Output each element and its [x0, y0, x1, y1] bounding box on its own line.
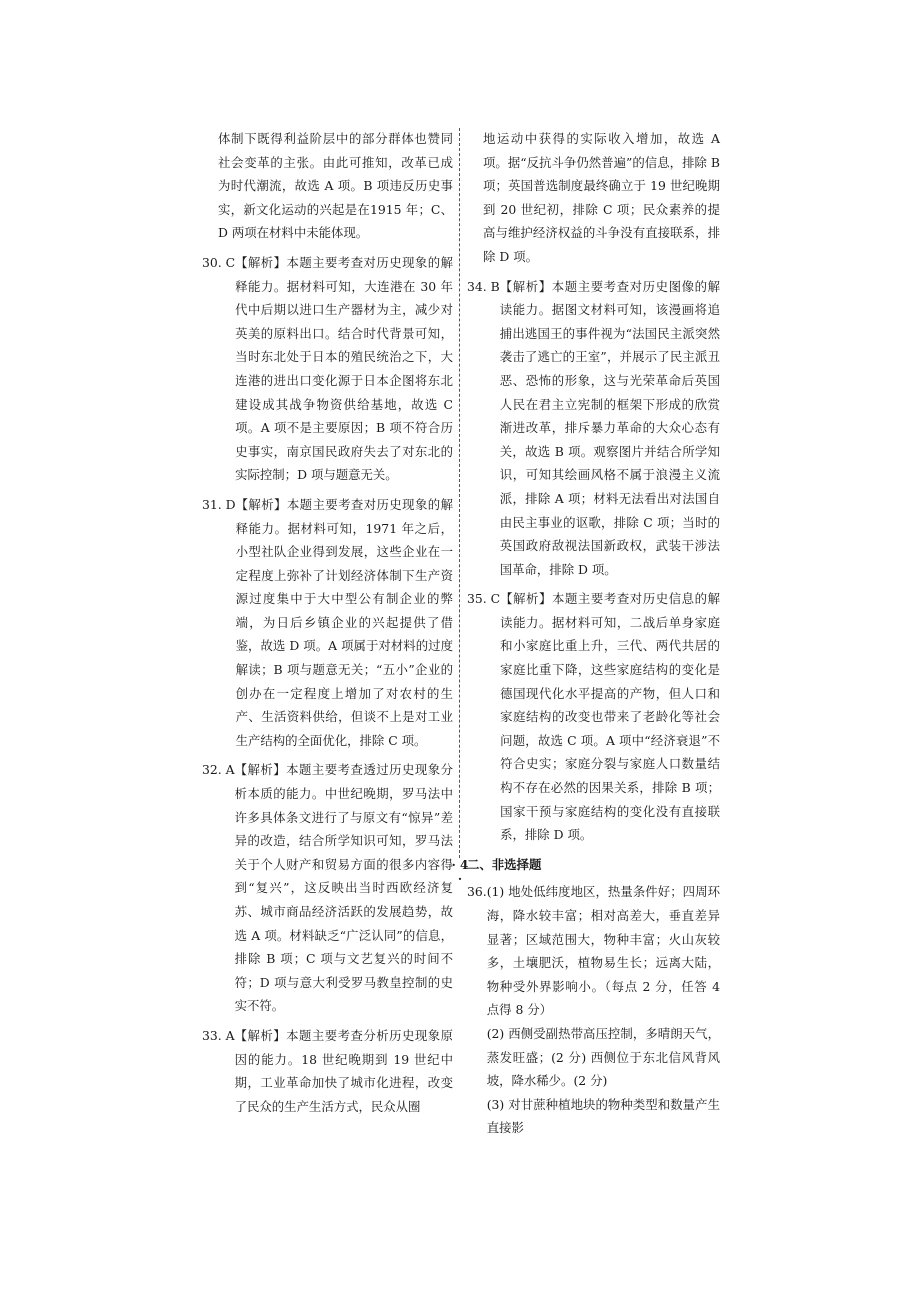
left-column	[202, 127, 453, 1124]
answer-continuation: 体制下既得利益阶层中的部分群体也赞同社会变革的主张。由此可推知，改革已成为时代潮流，故选 A 项。B 项违反历史事实，新文化运动的兴起是在1915 年；C、D 两项在材料中未能体现。	[218, 131, 453, 241]
answer-number: 32. A	[202, 762, 235, 778]
answer-text: 【解析】本题主要考查对历史现象的解释能力。据材料可知，1971 年之后，小型社队企业得到发展，这些企业在一定程度上弥补了计划经济体制下生产资源过度集中于大中型公有制企业的弊端，为日后乡镇企业的兴起提供了借鉴，故选 D 项。A 项属于对材料的过度解读；B 项与题意无关；“五小”企业的创办在一定程度上增加了对农村的生产、生活资料供给，但谈不上是对工业生产结构的全面优化，排除 C 项。	[235, 496, 453, 748]
answer-number: 36.	[467, 884, 487, 900]
answer-number: 34. B	[467, 278, 500, 294]
answer-text: 【解析】本题主要考查透过历史现象分析本质的能力。中世纪晚期，罗马法中许多具体条文进行了与原文有“惊异”差异的改造，结合所学知识可知，罗马法关于个人财产和贸易方面的很多内容得到“复兴”，这反映出当时西欧经济复苏、城市商品经济活跃的发展趋势，故选 A 项。材料缺乏“广泛认同”的信息，排除 B 项；C 项与文艺复兴的时间不符；D 项与意大利受罗马教皇控制的史实不符。	[234, 762, 453, 1014]
answer-continuation: 地运动中获得的实际收入增加，故选 A 项。据“反抗斗争仍然普遍”的信息，排除 B 项；英国普选制度最终确立于 19 世纪晚期到 20 世纪初，排除 C 项；民众素养的提高与维护经济权益的斗争没有直接联系，排除 D 项。	[483, 131, 720, 264]
answer-32	[202, 758, 453, 1018]
column-divider	[459, 128, 460, 858]
section-title: 二、非选择题	[467, 856, 542, 872]
answer-text: 【解析】本题主要考查对历史图像的解读能力。据图文材料可知，该漫画将追捕出逃国王的事件视为“法国民主派突然袭击了逃亡的王室”，并展示了民主派丑恶、恐怖的形象，这与光荣革命后英国人民在君主立宪制的框架下形成的欣赏渐进改革，排斥暴力革命的大众心态有关，故选 B 项。观察图片并结合所学知识，可知其绘画风格不属于浪漫主义流派，排除 A 项；材料无法看出对法国自由民主事业的讴歌，排除 C 项；当时的英国政府敌视法国新政权，武装干涉法国革命，排除 D 项。	[499, 278, 720, 577]
answer-number: 31. D	[202, 496, 236, 512]
right-column	[467, 127, 720, 1146]
answer-33	[202, 1024, 453, 1118]
answer-text: 【解析】本题主要考查对历史现象的解释能力。据材料可知，大连港在 30 年代中后期以进口生产器材为主，减少对英美的原料出口。结合时代背景可知，当时东北处于日本的殖民统治之下，大连港的进出口变化源于日本企图将东北建设成其战争物资供给基地，故选 C 项。A 项不是主要原因；B 项不符合历史事实，南京国民政府失去了对东北的实际控制；D 项与题意无关。	[235, 254, 453, 483]
answer-30	[202, 251, 453, 487]
answer-35	[467, 587, 720, 847]
answer-31	[202, 493, 453, 753]
answer-text: 【解析】本题主要考查对历史信息的解读能力。据材料可知，二战后单身家庭和小家庭比重上升，三代、两代共居的家庭比重下降，这些家庭结构的变化是德国现代化水平提高的产物，但人口和家庭结构的改变也带来了老龄化等社会问题，故选 C 项。A 项中“经济衰退”不符合史实；家庭分裂与家庭人口数量结构不存在必然的因果关系，排除 B 项；国家干预与家庭结构的变化没有直接联系，排除 D 项。	[500, 591, 720, 843]
answer-number: 30. C	[202, 254, 236, 270]
answer-part-2: (2) 西侧受副热带高压控制，多晴朗天气，蒸发旺盛；(2 分) 西侧位于东北信风背风坡，降水稀少。(2 分)	[486, 1025, 720, 1089]
answer-part-1: (1) 地处低纬度地区，热量条件好；四周环海，降水较丰富；相对高差大，垂直差异显著；区域范围大，物种丰富；火山灰较多，土壤肥沃，植物易生长；远离大陆，物种受外界影响小。（每点 2 分，任答 4 点得 8 分）	[486, 884, 720, 1018]
answer-number: 33. A	[202, 1027, 235, 1043]
answer-parts	[487, 880, 720, 1140]
page-number: · 4 ·	[451, 858, 469, 886]
answer-36	[467, 880, 720, 1140]
answer-34	[467, 275, 720, 582]
answer-text: 【解析】本题主要考查分析历史现象原因的能力。18 世纪晚期到 19 世纪中期，工业革命加快了城市化进程，改变了民众的生产生活方式，民众从圈	[234, 1027, 453, 1114]
answer-part-3: (3) 对甘蔗种植地块的物种类型和数量产生直接影	[486, 1096, 720, 1136]
answer-number: 35. C	[467, 591, 501, 607]
